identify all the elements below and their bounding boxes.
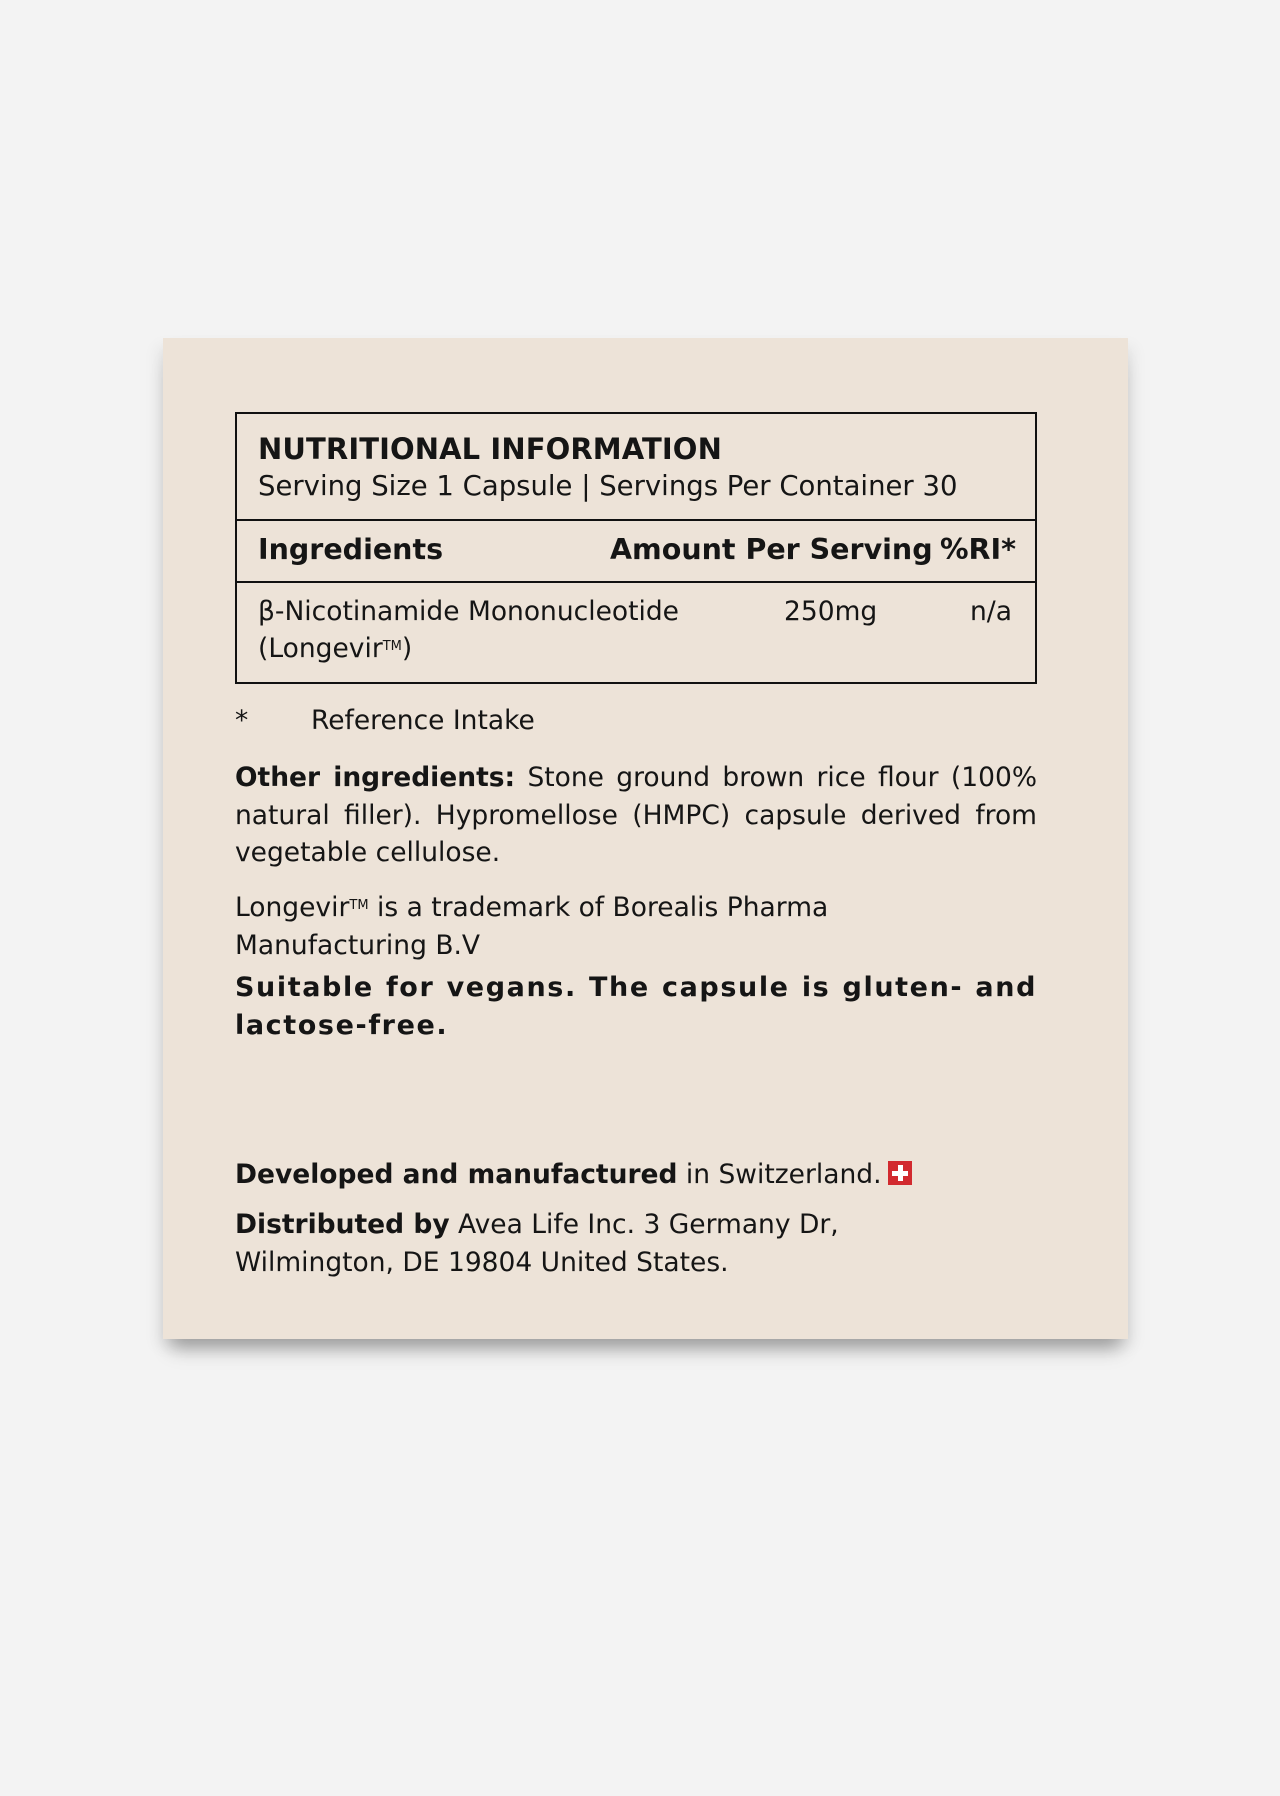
column-header-ri: %RI*	[940, 533, 1017, 566]
trademark-notice	[235, 889, 1037, 964]
ingredient-name-line1: β-Nicotinamide Mononucleotide	[258, 596, 679, 627]
distributor-statement	[235, 1206, 1037, 1281]
ingredient-ri: n/a	[970, 596, 1012, 627]
distributor-line1: Avea Life Inc. 3 Germany Dr,	[449, 1209, 839, 1240]
trademark-symbol: TM	[349, 898, 369, 913]
other-ingredients	[235, 759, 1037, 872]
ingredient-name-close: )	[401, 633, 413, 664]
nutrition-header	[237, 414, 1035, 521]
distributor-bold: Distributed by	[235, 1209, 450, 1240]
column-header-ingredients: Ingredients	[258, 533, 444, 566]
ingredient-name	[258, 593, 679, 667]
table-column-headers	[237, 521, 1035, 583]
trademark-company: Manufacturing B.V	[235, 929, 481, 961]
serving-info: Serving Size 1 Capsule | Servings Per Container 30	[258, 470, 958, 502]
origin-bold: Developed and manufactured	[235, 1159, 678, 1190]
label-card	[163, 338, 1128, 1339]
origin-text: in Switzerland.	[677, 1159, 882, 1190]
ingredient-name-line2: (Longevir	[258, 633, 383, 664]
footnote-symbol: *	[235, 705, 249, 736]
footnote-text: Reference Intake	[311, 705, 535, 736]
brand-name: Longevir	[235, 892, 350, 923]
nutrition-title: NUTRITIONAL INFORMATION	[258, 432, 722, 466]
other-ingredients-text: Stone ground brown rice flour (100% natural filler). Hypromellose (HMPC) capsule derived from vegetable cellulose.	[235, 762, 1038, 868]
origin-statement	[235, 1156, 1037, 1194]
vegan-note: Suitable for vegans. The capsule is gluten- and lactose-free.	[235, 972, 1037, 1041]
other-ingredients-label: Other ingredients:	[235, 762, 516, 793]
swiss-flag-icon	[888, 1161, 912, 1185]
trademark-symbol: TM	[382, 639, 402, 654]
nutrition-table	[235, 412, 1037, 684]
ingredient-amount: 250mg	[784, 596, 878, 627]
column-header-amount: Amount Per Serving	[610, 533, 933, 566]
trademark-text: is a trademark of Borealis Pharma	[368, 892, 829, 923]
distributor-line2: Wilmington, DE 19804 United States.	[235, 1246, 729, 1278]
